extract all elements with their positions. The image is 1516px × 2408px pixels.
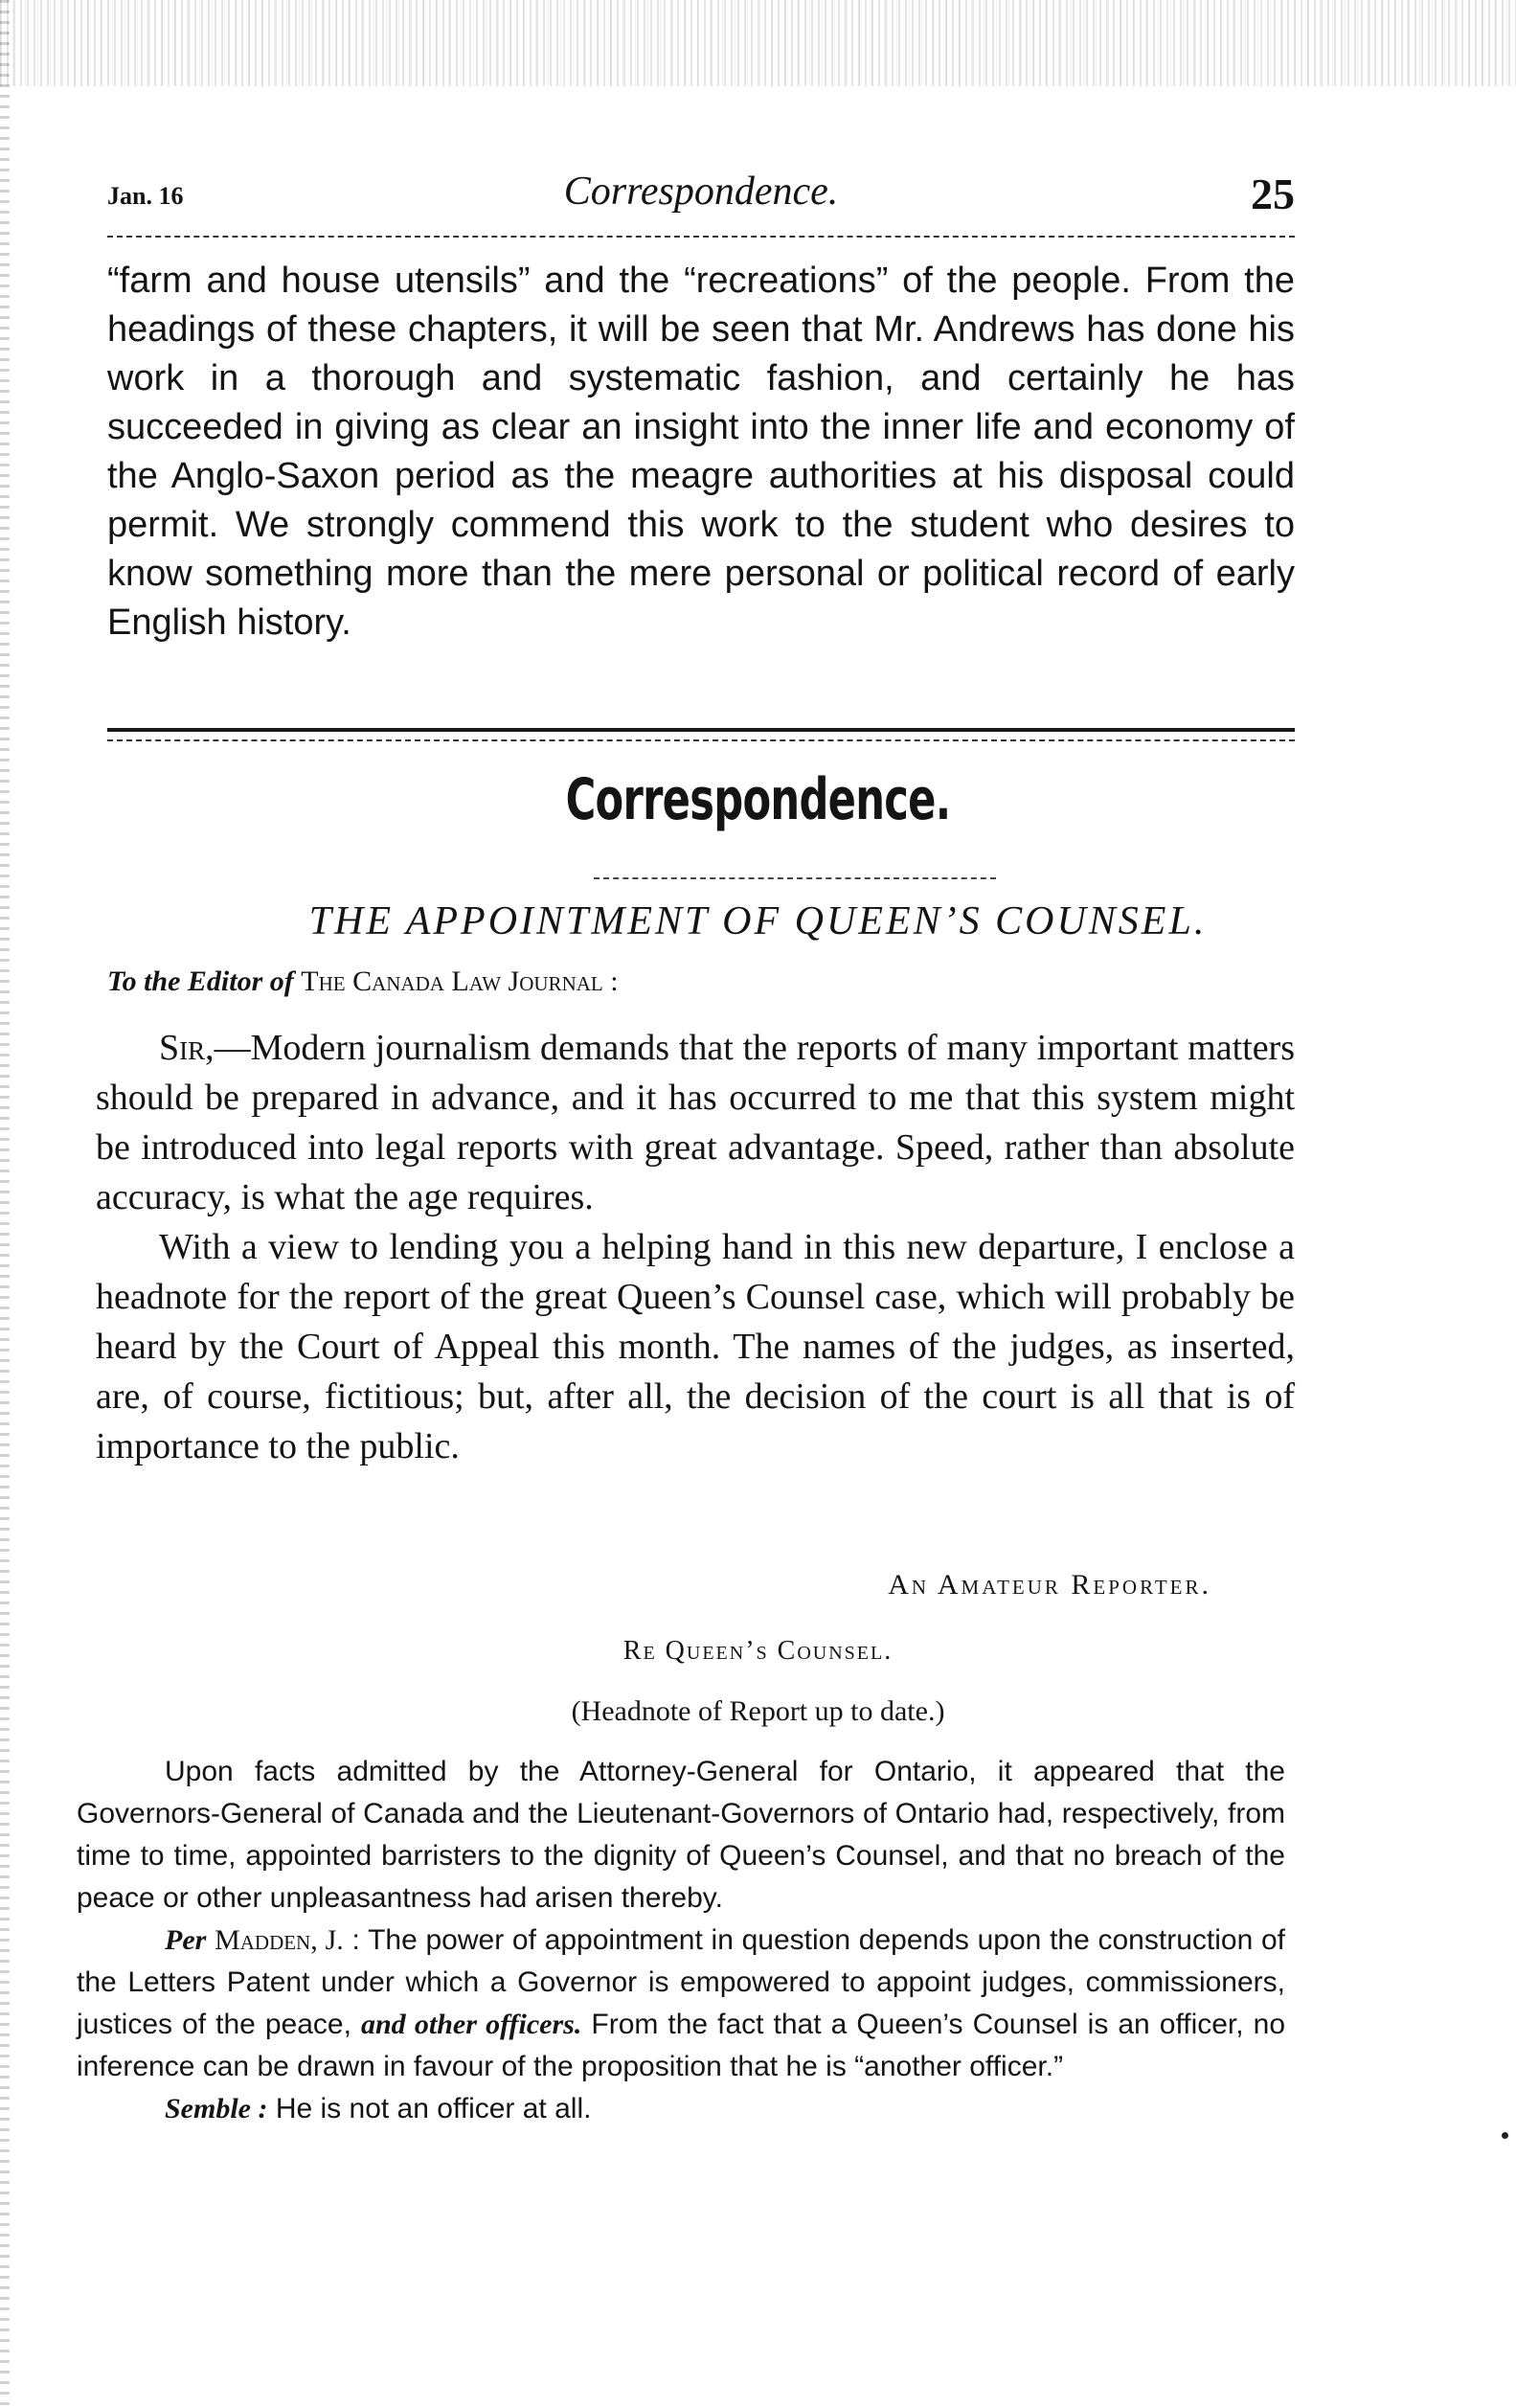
report-subheading: (Headnote of Report up to date.) [571, 1695, 945, 1727]
report-paragraph-3-text: He is not an officer at all. [275, 2093, 592, 2124]
letter-paragraph-1 [96, 1023, 1295, 1222]
report-heading: Re Queen’s Counsel. [622, 1636, 894, 1666]
salutation-journal: The Canada Law Journal : [301, 965, 619, 997]
running-head-date: Jan. 16 [107, 182, 184, 210]
report-per: Per [165, 1924, 207, 1956]
scan-binding-edge [0, 0, 10, 2408]
scan-speck [1502, 2132, 1508, 2139]
report-paragraph-2b: From the fact that a Queen’s Counsel is an officer, no inference can be drawn in favour of the proposition that he is “another officer.” [77, 2009, 1286, 2082]
letter-body [96, 1023, 1295, 1471]
report-italic-phrase: and other officers. [360, 2009, 582, 2040]
running-head-title: Correspondence. [563, 170, 839, 214]
letter-title: THE APPOINTMENT OF QUEEN’S COUNSEL. [308, 899, 1208, 943]
report-paragraph-1: Upon facts admitted by the Attorney-General for Ontario, it appeared that the Governors-General of Canada and the Lieutenant-Governors of Ontario had, respectively, from time to time, appointed barristers to the dignity of Queen’s Counsel, and that no breach of the peace or other unpleasantness had arisen thereby. [77, 1756, 1285, 1914]
report-judge: Madden, J. [215, 1924, 344, 1956]
letter-signature: An Amateur Reporter. [888, 1569, 1211, 1601]
letter-salutation-sir: Sir, [159, 1028, 215, 1068]
section-title: Correspondence. [565, 766, 951, 833]
running-head [107, 161, 1295, 228]
scan-noise-top [0, 0, 1516, 86]
report-paragraph-3 [77, 2088, 1285, 2130]
letter-salutation [107, 965, 619, 998]
header-rule [107, 236, 1295, 238]
letter-paragraph-2: With a view to lending you a helping hand in this new departure, I enclose a headnote for the report of the great Queen’s Counsel case, which will probably be heard by the Court of Appeal this month. The names of the judges, as inserted, are, of course, fictitious; but, after all, the decision of the court is all that is of importance to the public. [96, 1227, 1295, 1466]
report-paragraph-2 [77, 1920, 1285, 2088]
report-body [77, 1751, 1285, 2130]
section-title-rule [594, 877, 996, 879]
section-divider-thin [107, 739, 1295, 741]
report-semble: Semble : [165, 2093, 268, 2124]
review-continuation: “farm and house utensils” and the “recreations” of the people. From the headings of these chapters, it will be seen that Mr. Andrews has done his work in a thorough and systematic fashion, and certainly he has succeeded in giving as clear an insight into the inner life and economy of the Anglo-Saxon period as the meagre authorities at his disposal could permit. We strongly commend this work to the student who desires to know something more than the mere personal or political record of early English history. [107, 261, 1295, 643]
letter-paragraph-1-text: —Modern journalism demands that the reports of many important matters should be prepared in advance, and it has occurred to me that this system might be introduced into legal reports with great advantage. Speed, rather than absolute accuracy, is what the age requires. [96, 1028, 1295, 1217]
salutation-prefix: To the Editor of [107, 965, 294, 997]
page-number: 25 [1251, 170, 1295, 218]
report-paragraph-2a: : The power of appointment in question depends upon the construction of the Letters Patent under which a Governor is empowered to appoint judges, commissioners, justices of the peace, [77, 1924, 1286, 2040]
section-divider-thick [107, 728, 1295, 732]
